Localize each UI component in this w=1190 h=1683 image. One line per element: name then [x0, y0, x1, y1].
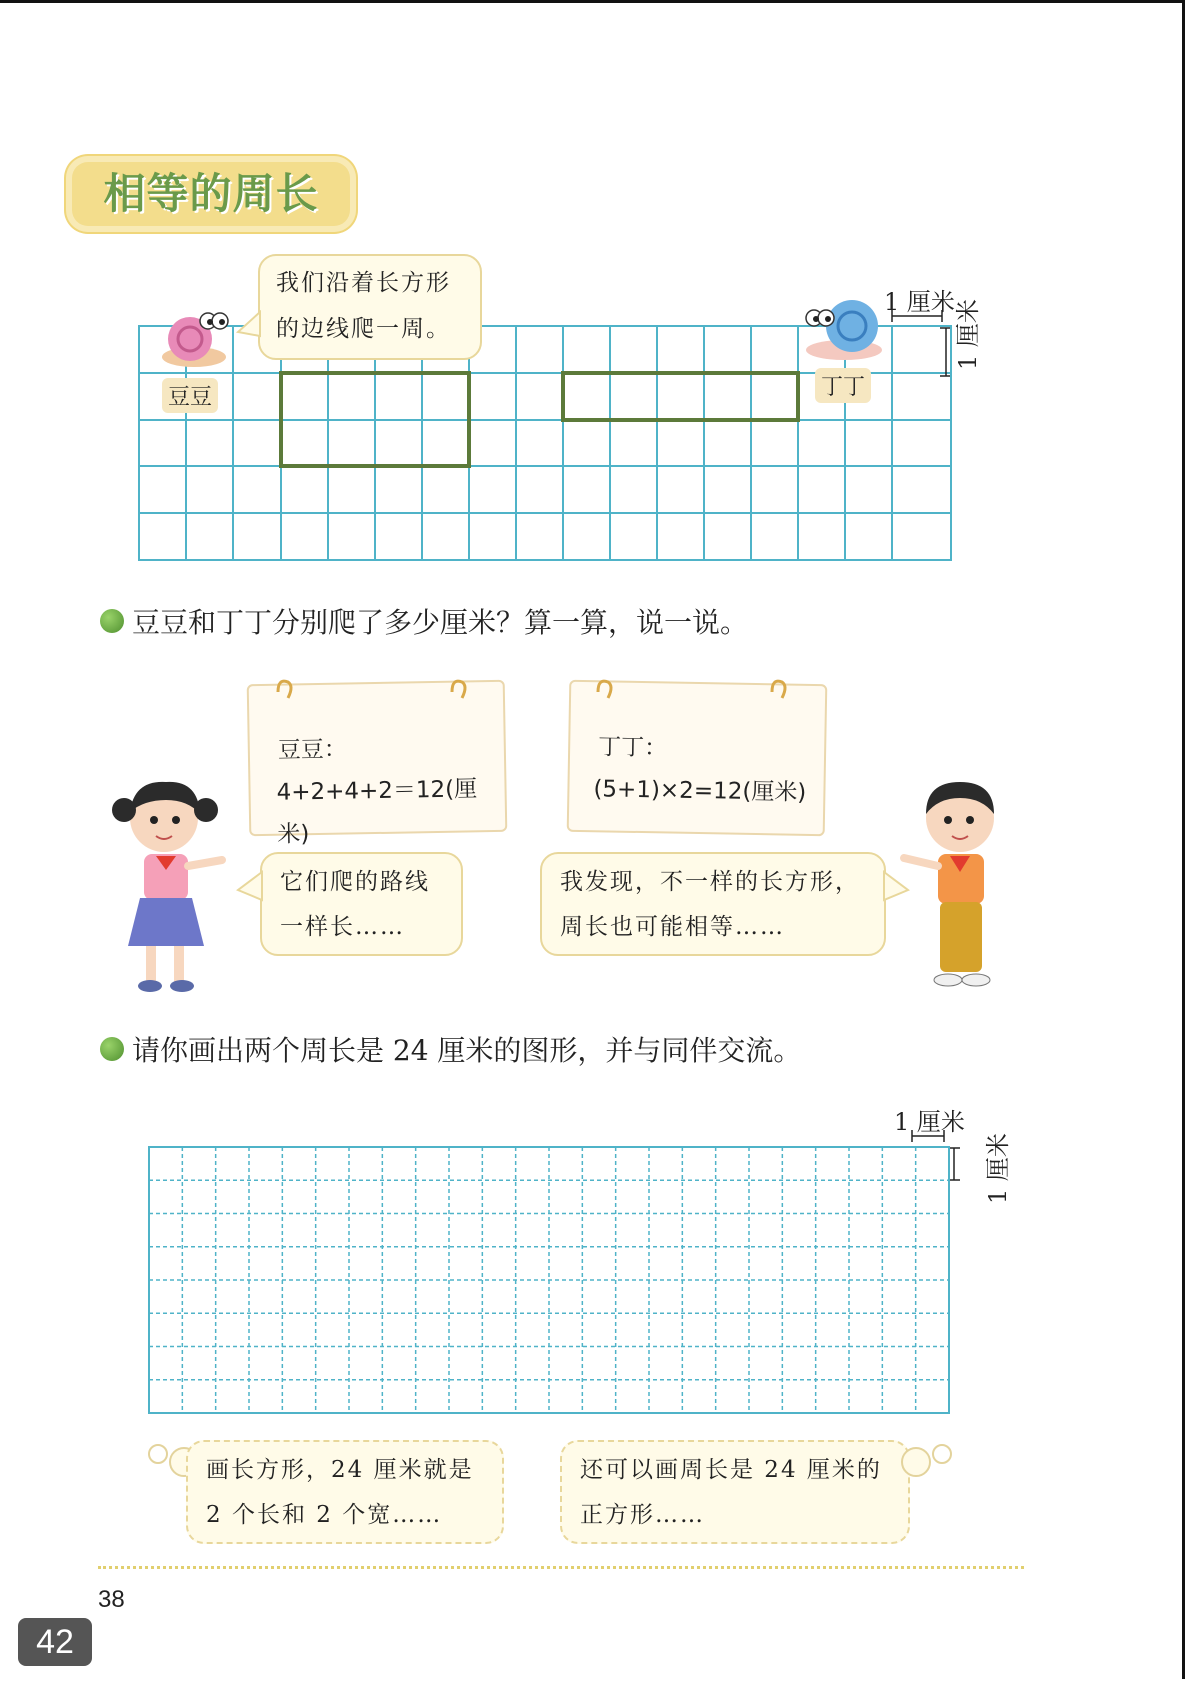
unit-label-horizontal: 1 厘米	[884, 288, 955, 316]
doudou-note-calc: 4+2+4+2＝12(厘米)	[276, 776, 478, 848]
girl-bubble-line-1: 它们爬的路线	[280, 869, 430, 895]
bullet-dot	[100, 609, 124, 633]
boy-speech-bubble	[540, 852, 886, 956]
snail-speech-bubble	[258, 254, 482, 360]
page-badge: 42	[18, 1618, 92, 1666]
girl-bubble-tail	[236, 870, 264, 904]
hint-left-line-1: 画长方形，24 厘米就是	[206, 1457, 474, 1483]
bullet-dot-2	[100, 1037, 124, 1061]
dingding-label: 丁丁	[815, 368, 871, 403]
dingding-snail-icon	[800, 292, 890, 362]
question-2: 请你画出两个周长是 24 厘米的图形，并与同伴交流。	[132, 1034, 802, 1067]
doudou-snail-icon	[158, 305, 230, 371]
note-rings-icon-2	[592, 676, 792, 706]
footer-divider	[98, 1566, 1024, 1569]
bubble-line-2: 的边线爬一周。	[276, 316, 451, 342]
dingding-note-calc: (5+1)×2=12(厘米)	[593, 776, 807, 806]
unit-indicator	[890, 310, 950, 380]
bubble-tail	[236, 310, 262, 340]
unit-label-vertical: 1 厘米	[954, 299, 982, 370]
girl-bubble-line-2: 一样长……	[280, 914, 405, 940]
girl-illustration-icon	[104, 770, 234, 1000]
boy-bubble-tail	[882, 870, 910, 904]
girl-speech-bubble	[260, 852, 463, 956]
unit-label-vertical-2: 1 厘米	[984, 1133, 1012, 1204]
hint-bubble-right	[560, 1440, 910, 1544]
unit-label-horizontal-2: 1 厘米	[894, 1108, 965, 1136]
doudou-label: 豆豆	[162, 378, 218, 413]
boy-bubble-line-1: 我发现，不一样的长方形，	[560, 869, 860, 895]
bubble-line-1: 我们沿着长方形	[276, 270, 451, 296]
drawing-grid[interactable]	[148, 1146, 952, 1416]
hint-left-line-2: 2 个长和 2 个宽……	[206, 1502, 443, 1528]
question-1: 豆豆和丁丁分别爬了多少厘米？算一算，说一说。	[132, 606, 749, 639]
hint-right-line-2: 正方形……	[580, 1502, 705, 1528]
thought-dots-icon-2	[894, 1438, 954, 1478]
dingding-note-name: 丁丁：	[597, 734, 668, 762]
page-title: 相等的周长	[103, 169, 319, 218]
doudou-note-name: 豆豆：	[277, 736, 348, 764]
note-rings-icon	[272, 676, 472, 706]
hint-bubble-left	[186, 1440, 504, 1544]
page-number: 38	[98, 1586, 125, 1613]
dingding-rectangle	[563, 373, 798, 420]
boy-bubble-line-2: 周长也可能相等……	[560, 914, 785, 940]
hint-right-line-1: 还可以画周长是 24 厘米的	[580, 1457, 882, 1483]
